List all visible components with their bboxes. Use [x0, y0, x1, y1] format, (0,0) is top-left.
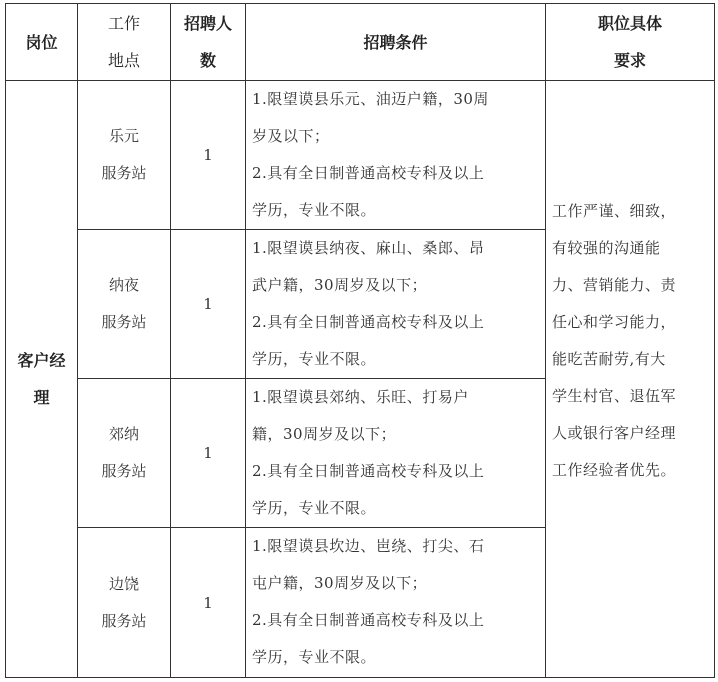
header-location-line2: 地点: [107, 51, 140, 70]
row3-location: [78, 379, 170, 527]
rule-col3: [245, 3, 246, 678]
row4-condition-line: 学历，专业不限。: [252, 648, 377, 666]
row3-location-line1: 郊纳: [108, 425, 139, 443]
requirements-cell: [552, 193, 712, 489]
row1-condition-line: 岁及以下；: [252, 127, 330, 145]
row3-condition-line: 2.具有全日制普通高校专科及以上: [252, 462, 485, 480]
row3-conditions: [252, 379, 542, 527]
row4-condition-line: 2.具有全日制普通高校专科及以上: [252, 611, 485, 629]
row1-location-line1: 乐元: [108, 127, 139, 145]
row2-location: [78, 230, 170, 378]
requirement-line: 力、营销能力、责: [552, 276, 677, 294]
row3-condition-line: 籍，30周岁及以下；: [252, 425, 397, 443]
row2-condition-line: 武户籍，30周岁及以下；: [252, 276, 428, 294]
requirement-line: 学生村官、退伍军: [552, 387, 677, 405]
rule-right: [714, 3, 715, 678]
row3-condition-line: 学历，专业不限。: [252, 499, 377, 517]
requirement-line: 任心和学习能力，: [552, 313, 677, 331]
requirement-line: 有较强的沟通能: [552, 239, 661, 257]
header-count-line2: 数: [199, 51, 216, 70]
row2-condition-line: 1.限望谟县纳夜、麻山、桑郎、昂: [252, 239, 485, 257]
post-name-line2: 理: [33, 388, 50, 407]
row3-count-value: 1: [203, 444, 213, 462]
requirement-line: 工作经验者优先。: [552, 461, 677, 479]
header-location: [78, 4, 170, 80]
row1-count-value: 1: [203, 146, 213, 164]
row4-condition-line: 屯户籍，30周岁及以下；: [252, 574, 428, 592]
header-requirements-line1: 职位具体: [597, 14, 662, 33]
row3-location-line2: 服务站: [101, 462, 147, 480]
row2-condition-line: 2.具有全日制普通高校专科及以上: [252, 313, 485, 331]
header-count-line1: 招聘人: [183, 14, 232, 33]
row2-count: [171, 230, 245, 378]
rule-col4: [545, 3, 546, 678]
header-post: [6, 4, 77, 80]
row1-count: [171, 81, 245, 229]
row1-location-line2: 服务站: [101, 164, 147, 182]
row2-location-line2: 服务站: [101, 313, 147, 331]
header-location-line1: 工作: [107, 14, 140, 33]
row3-condition-line: 1.限望谟县郊纳、乐旺、打易户: [252, 388, 469, 406]
header-conditions: [246, 4, 545, 80]
requirement-line: 工作严谨、细致，: [552, 202, 677, 220]
row3-count: [171, 379, 245, 527]
row4-location-line1: 边饶: [108, 574, 139, 593]
row4-condition-line: 1.限望谟县坎边、岜绕、打尖、石: [252, 537, 485, 555]
row4-count-value: 1: [203, 593, 213, 612]
post-name-line1: 客户经: [17, 351, 66, 370]
row4-location-line2: 服务站: [101, 611, 147, 630]
row1-condition-line: 2.具有全日制普通高校专科及以上: [252, 164, 485, 182]
header-requirements-line2: 要求: [613, 51, 646, 70]
post-name-cell: [6, 81, 77, 677]
row4-location: [78, 528, 170, 677]
row1-conditions: [252, 81, 542, 229]
row2-condition-line: 学历，专业不限。: [252, 350, 377, 368]
row2-conditions: [252, 230, 542, 378]
requirement-line: 能吃苦耐劳,有大: [552, 350, 666, 368]
requirement-line: 人或银行客户经理: [552, 424, 677, 442]
row1-location: [78, 81, 170, 229]
row1-condition-line: 1.限望谟县乐元、油迈户籍，30周: [252, 90, 489, 108]
row2-count-value: 1: [203, 295, 213, 313]
row2-location-line1: 纳夜: [108, 276, 139, 294]
header-post-text: 岗位: [25, 32, 58, 52]
row4-conditions: [252, 528, 542, 676]
row1-condition-line: 学历，专业不限。: [252, 201, 377, 219]
rule-bottom: [5, 677, 715, 678]
header-conditions-text: 招聘条件: [363, 32, 428, 52]
header-requirements: [546, 4, 714, 80]
row4-count: [171, 528, 245, 677]
header-count: [171, 4, 245, 80]
